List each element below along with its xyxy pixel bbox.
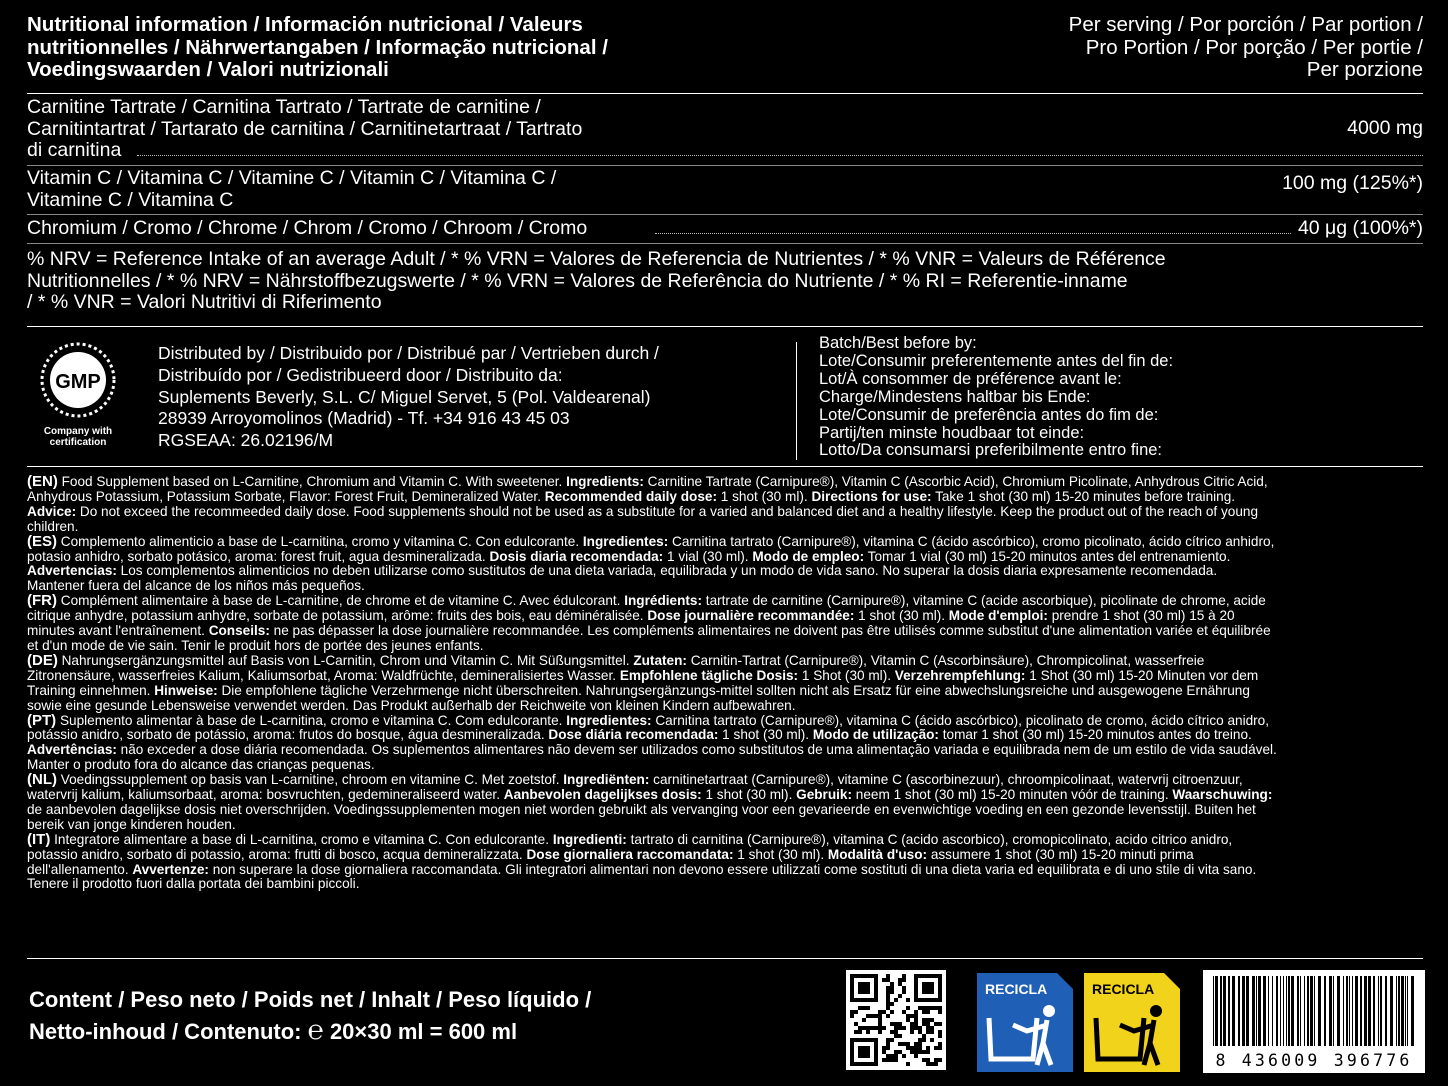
nutrient-value: 4000 mg: [1341, 118, 1423, 140]
qr-code-icon: [846, 970, 946, 1070]
legal-heading: Recommended daily dose:: [544, 488, 717, 504]
legal-text: 1 shot (30 ml).: [854, 608, 949, 624]
nutrient-value: 100 mg (125%*): [1276, 173, 1423, 195]
legal-heading: Directions for use:: [811, 488, 932, 504]
legal-heading: Modo de utilização:: [812, 727, 939, 743]
legal-text: 1 shot (30 ml).: [717, 488, 812, 504]
legal-paragraph: [27, 594, 1277, 654]
legal-text: prendre 1 shot (30 ml) 15 à 20 minutes avant l'entraînement.: [27, 608, 1235, 639]
recycle-blue-badge: [977, 973, 1073, 1072]
legal-heading: Ingredientes:: [582, 533, 669, 549]
legal-paragraph: [27, 711, 1277, 774]
nutrient-name: [27, 218, 687, 240]
gmp-caption: [32, 426, 124, 448]
legal-paragraph: [27, 532, 1277, 595]
divider: [27, 958, 1423, 959]
net-content-label: Netto-inhoud / Contenuto:: [29, 1019, 302, 1044]
reference-note-line: % NRV = Reference Intake of an average Adult / * % VRN = Valores de Referencia de Nutrientes / * % VNR = Valeurs de Référence: [27, 248, 1166, 270]
legal-heading: Advertências:: [27, 742, 117, 758]
header-title-line: Voedingswaarden / Valori nutrizionali: [27, 58, 389, 81]
divider: [27, 93, 1423, 94]
per-serving-line: Pro Portion / Por porção / Per portie /: [1085, 35, 1423, 59]
legal-text: Take 1 shot (30 ml) 15-20 minutes before training.: [931, 488, 1236, 504]
legal-text: Tomar 1 vial (30 ml) 15-20 minutos antes del entrenamiento.: [864, 548, 1231, 564]
barcode-bars-icon: [1203, 976, 1425, 1056]
recycle-label: RECICLA: [985, 981, 1048, 997]
language-code: (IT): [27, 830, 51, 848]
legal-text: de aanbevolen dagelijkse dosis niet overschrijden. Voedingssupplementen mogen niet worden gebruikt als vervanging voor een gevarieerde en evenwichtige voeding en een gezonde levensstijl. Buiten het bereik van jonge kinderen houden.: [27, 801, 1256, 832]
distributor-line: Suplements Beverly, S.L. C/ Miguel Servet, 5 (Pol. Valdearenal): [158, 386, 651, 407]
legal-text: Food Supplement based on L-Carnitine, Chromium and Vitamin C. With sweetener.: [57, 474, 567, 489]
legal-text: Voedingssupplement op basis van L-carnitine, chroom en vitamine C. Met zoetstof.: [57, 772, 564, 788]
divider: [27, 243, 1423, 244]
legal-text: Los complementos alimenticios no deben utilizarse como sustitutos de una dieta variada, equilibrada y un modo de vida sano. No superar la dosis diaria expresamente recomendada. Mantener fuera del alcance de los niños más pequeños.: [27, 563, 1218, 594]
per-serving-header: [983, 14, 1423, 82]
language-code: (PT): [27, 711, 57, 729]
legal-paragraph: [27, 830, 1277, 893]
legal-text: Die empfohlene tägliche Verzehrmenge nicht überschreiten. Nahrungsergänzungs-mittel sollten nicht als Ersatz für eine abwechslungsreiche und ausgewogene Ernährung sowie eine gesunde Lebensweise verwendet werden. Das Produkt außerhalb der Reichweite von kleinen Kindern aufbewahren.: [27, 682, 1250, 713]
legal-text: não exceder a dose diária recomendada. Os suplementos alimentares não devem ser utilizados como substitutos de uma alimentação variada e equilibrada nem de um estilo de vida saudável. Manter o produto fora do alcance das crianças pequenas.: [27, 742, 1277, 773]
divider: [27, 165, 1423, 166]
estimated-sign-icon: ℮: [307, 1015, 324, 1045]
legal-text: Carnitin-Tartrat (Carnipure®), Vitamin C (Ascorbinsäure), Chrompicolinat, wasserfreie Zitronensäure, wasserfreies Kalium, Kaliumsorbat, Aroma: Waldfrüchte, demineralisiertes Wasser.: [27, 652, 1205, 683]
legal-paragraph: [27, 651, 1277, 714]
net-content-line: [29, 1015, 789, 1047]
nutrient-row-vitamin-c: [27, 168, 1423, 211]
legal-heading: Modalità d'uso:: [827, 846, 928, 862]
legal-heading: Waarschuwing:: [1172, 787, 1273, 803]
recycle-label: RECICLA: [1092, 981, 1155, 997]
legal-heading: Ingredients:: [566, 474, 644, 489]
legal-paragraph: [27, 773, 1277, 833]
nutrient-name-line: Carnitintartrat / Tartarato de carnitina / Carnitinetartraat / Tartrato: [27, 117, 583, 140]
legal-text: ne pas dépasser la dose journalière recommandée. Les compléments alimentaires ne doivent pas être utilisés comme substitut d'une alimentation variée et équilibrée et d'un mode de vie sain. Tenir le produit hors de portée des jeunes enfants.: [27, 623, 1271, 653]
dot-leader: [137, 155, 1423, 156]
legal-heading: Ingrédients:: [624, 593, 703, 609]
legal-text: carnitinetartraat (Carnipure®), vitamine C (ascorbinezuur), chroompicolinaat, watervrij citroenzuur, watervrij kalium, kaliumsorbaat, aroma: bosvruchten, gedemineraliseerd water.: [27, 772, 1243, 803]
distributor-info: [158, 343, 778, 452]
legal-text: Carnitine Tartrate (Carnipure®), Vitamin C (Ascorbic Acid), Chromium Picolinate, Anhydrous Citric Acid, Anhydrous Potassium, Potassium Sorbate, Flavor: Forest Fruit, Demineralized Water.: [27, 474, 1268, 504]
net-content-amount: 20×30 ml = 600 ml: [329, 1019, 518, 1044]
reference-note-line: Nutritionnelles / * % NRV = Nährstoffbezugswerte / * % VRN = Valores de Referência do Nutriente / * % RI = Referentie-inname: [27, 269, 1128, 292]
distributor-line: RGSEAA: 26.02196/M: [158, 430, 334, 451]
language-code: (NL): [27, 771, 57, 789]
language-code: (EN): [27, 473, 58, 490]
legal-text: Complemento alimenticio a base de L-carnitina, cromo y vitamina C. Con edulcorante.: [57, 533, 583, 549]
legal-heading: Empfohlene tägliche Dosis:: [619, 667, 799, 683]
language-code: (FR): [27, 592, 57, 610]
batch-line: Lote/Consumir preferentemente antes del fin de:: [819, 351, 1174, 370]
nutrient-value: 40 μg (100%*): [1292, 218, 1423, 240]
nutrient-name: [27, 97, 687, 162]
nutrient-row-chromium: [27, 218, 1423, 240]
legal-heading: Advice:: [27, 503, 77, 519]
legal-text: 1 shot (30 ml).: [701, 787, 797, 803]
legal-text: neem 1 shot (30 ml) 15-20 minuten vóór de training.: [852, 787, 1173, 803]
batch-line: Lote/Consumir de preferência antes do fim de:: [819, 405, 1159, 424]
legal-text: Carnitina tartrato (Carnipure®), vitamina C (ácido ascórbico), picolinato de cromo, ácido cítrico anidro, potássio anidro, sorbato de potássio, aroma: frutos do bosque, água desmineralizada.: [27, 712, 1270, 743]
nutrition-header-title: [27, 14, 747, 82]
legal-text: Nahrungsergänzungsmittel auf Basis von L-Carnitin, Chrom und Vitamin C. Mit Süßungsmittel.: [57, 652, 634, 668]
legal-paragraph: [27, 475, 1277, 535]
legal-heading: Aanbevolen dagelijkses dosis:: [503, 787, 702, 803]
divider: [27, 214, 1423, 215]
per-serving-line: Per serving / Por porción / Par portion /: [1068, 13, 1423, 36]
qr-code[interactable]: [846, 970, 946, 1070]
reference-note-line: / * % VNR = Valori Nutritivi di Riferimento: [27, 291, 382, 314]
legal-text: Complément alimentaire à base de L-carnitine, de chrome et de vitamine C. Avec édulcorant.: [57, 593, 625, 609]
net-content-line: Content / Peso neto / Poids net / Inhalt / Peso líquido /: [29, 987, 592, 1012]
nutrient-name-line: Chromium / Cromo / Chrome / Chrom / Cromo / Chroom / Cromo: [27, 217, 588, 239]
batch-line: Lotto/Da consumarsi preferibilmente entro fine:: [819, 441, 1163, 460]
header-title-line: Nutritional information / Información nutricional / Valeurs: [27, 13, 583, 36]
legal-heading: Dose giornaliera raccomandata:: [526, 846, 734, 862]
divider: [27, 466, 1423, 467]
legal-heading: Zutaten:: [633, 652, 687, 668]
gmp-certification-logo: [38, 340, 118, 450]
legal-text: Integratore alimentare a base di L-carnitina, cromo e vitamina C. Con edulcorante.: [50, 831, 553, 847]
distributor-line: Distributed by / Distribuido por / Distribué par / Vertrieben durch /: [158, 343, 659, 363]
legal-heading: Verzehrempfehlung:: [894, 667, 1026, 683]
legal-text: tartrate de carnitine (Carnipure®), vitamine C (acide ascorbique), picolinate de chrome, acide citrique anhydre, potassium anhydre, sorbate de potassium, arôme: fruits des bois, eau déminéralisée.: [27, 593, 1266, 624]
barcode-number: 8 436009 396776: [1215, 1051, 1413, 1070]
legal-text: 1 vial (30 ml).: [663, 548, 753, 564]
legal-heading: Hinweise:: [154, 682, 218, 698]
distributor-line: Distribuído por / Gedistribueerd door / Distribuito da:: [158, 364, 563, 385]
nutrient-name-line: Vitamin C / Vitamina C / Vitamine C / Vitamin C / Vitamina C /: [27, 167, 557, 189]
reference-intake-note: [27, 249, 1267, 314]
distributor-line: 28939 Arroyomolinos (Madrid) - Tf. +34 916 43 45 03: [158, 408, 570, 429]
barcode: [1203, 970, 1425, 1073]
legal-text: Do not exceed the recommeeded daily dose. Food supplements should not be used as a substitute for a varied and balanced diet and a healthy lifestyle. Keep the product out of the reach of young children.: [27, 503, 1259, 534]
legal-heading: Dose journalière recommandée:: [647, 608, 855, 624]
recycle-yellow-badge: [1084, 973, 1180, 1072]
language-code: (DE): [27, 651, 58, 669]
legal-heading: Dose diária recomendada:: [548, 727, 719, 743]
legal-text: non superare la dose giornaliera raccomandata. Gli integratori alimentari non devono essere utilizzati come sostituti di una dieta varia ed equilibrata e di uno stile di vita sano. Tenere il prodotto fuori dalla portata dei bambini piccoli.: [27, 861, 1257, 892]
gmp-caption-line: Company with: [43, 426, 113, 437]
batch-line: Batch/Best before by:: [819, 334, 977, 352]
gmp-seal-icon: [38, 340, 118, 420]
batch-line: Charge/Mindestens haltbar bis Ende:: [819, 387, 1091, 406]
legal-heading: Modo de empleo:: [752, 548, 865, 564]
nutrient-name-line: Vitamine C / Vitamina C: [27, 188, 234, 211]
legal-heading: Mode d'emploi:: [948, 608, 1048, 624]
legal-heading: Advertencias:: [27, 563, 117, 579]
net-content: [29, 984, 789, 1047]
nutrient-name-line: Carnitine Tartrate / Carnitina Tartrato / Tartrate de carnitine /: [27, 96, 541, 118]
legal-text-block: [27, 475, 1277, 892]
legal-text: 1 shot (30 ml).: [718, 727, 813, 743]
vertical-divider: [796, 342, 797, 460]
legal-heading: Ingredienti:: [552, 831, 627, 847]
legal-heading: Conseils:: [208, 623, 270, 639]
legal-heading: Ingredientes:: [566, 712, 652, 728]
legal-text: 1 Shot (30 ml).: [798, 667, 895, 683]
legal-text: Suplemento alimentar à base de L-carnitina, cromo e vitamina C. Com edulcorante.: [56, 712, 567, 728]
gmp-logo-text: GMP: [55, 371, 101, 393]
batch-line: Lot/À consommer de préférence avant le:: [819, 369, 1122, 388]
legal-heading: Avvertenze:: [132, 861, 209, 877]
language-code: (ES): [27, 532, 57, 550]
legal-text: Carnitina tartrato (Carnipure®), vitamina C (ácido ascórbico), cromo picolinato, ácido cítrico anhidro, potasio anhidro, sorbato potásico, aroma: forest fruit, agua desmineralizada.: [27, 533, 1275, 564]
divider: [27, 326, 1423, 327]
legal-heading: Ingrediënten:: [563, 772, 650, 788]
nutrient-name-line: di carnitina: [27, 139, 122, 161]
legal-text: assumere 1 shot (30 ml) 15-20 minuti prima dell'allenamento.: [27, 846, 1194, 877]
batch-best-before: [819, 335, 1419, 460]
legal-text: 1 Shot (30 ml) 15-20 Minuten vor dem Training einnehmen.: [27, 667, 1259, 698]
nutrient-row-carnitine: [27, 97, 1423, 162]
legal-text: 1 shot (30 ml).: [733, 846, 828, 862]
gmp-caption-line: certification: [49, 437, 107, 448]
per-serving-line: Per porzione: [1306, 58, 1423, 81]
legal-heading: Gebruik:: [796, 787, 853, 803]
legal-text: tomar 1 shot (30 ml) 15-20 minutos antes do treino.: [938, 727, 1252, 743]
header-title-line: nutritionnelles / Nährwertangaben / Informação nutricional /: [27, 35, 608, 59]
legal-text: tartrato di carnitina (Carnipure®), vitamina C (acido ascorbico), cromopicolinato, acido citrico anidro, potassio anidro, sorbato di potassio, aroma: frutti di bosco, acqua demineralizzata.: [27, 831, 1233, 862]
legal-heading: Dosis diaria recomendada:: [489, 548, 664, 564]
nutrient-name: [27, 168, 687, 211]
batch-line: Partij/ten minste houdbaar tot einde:: [819, 423, 1085, 442]
